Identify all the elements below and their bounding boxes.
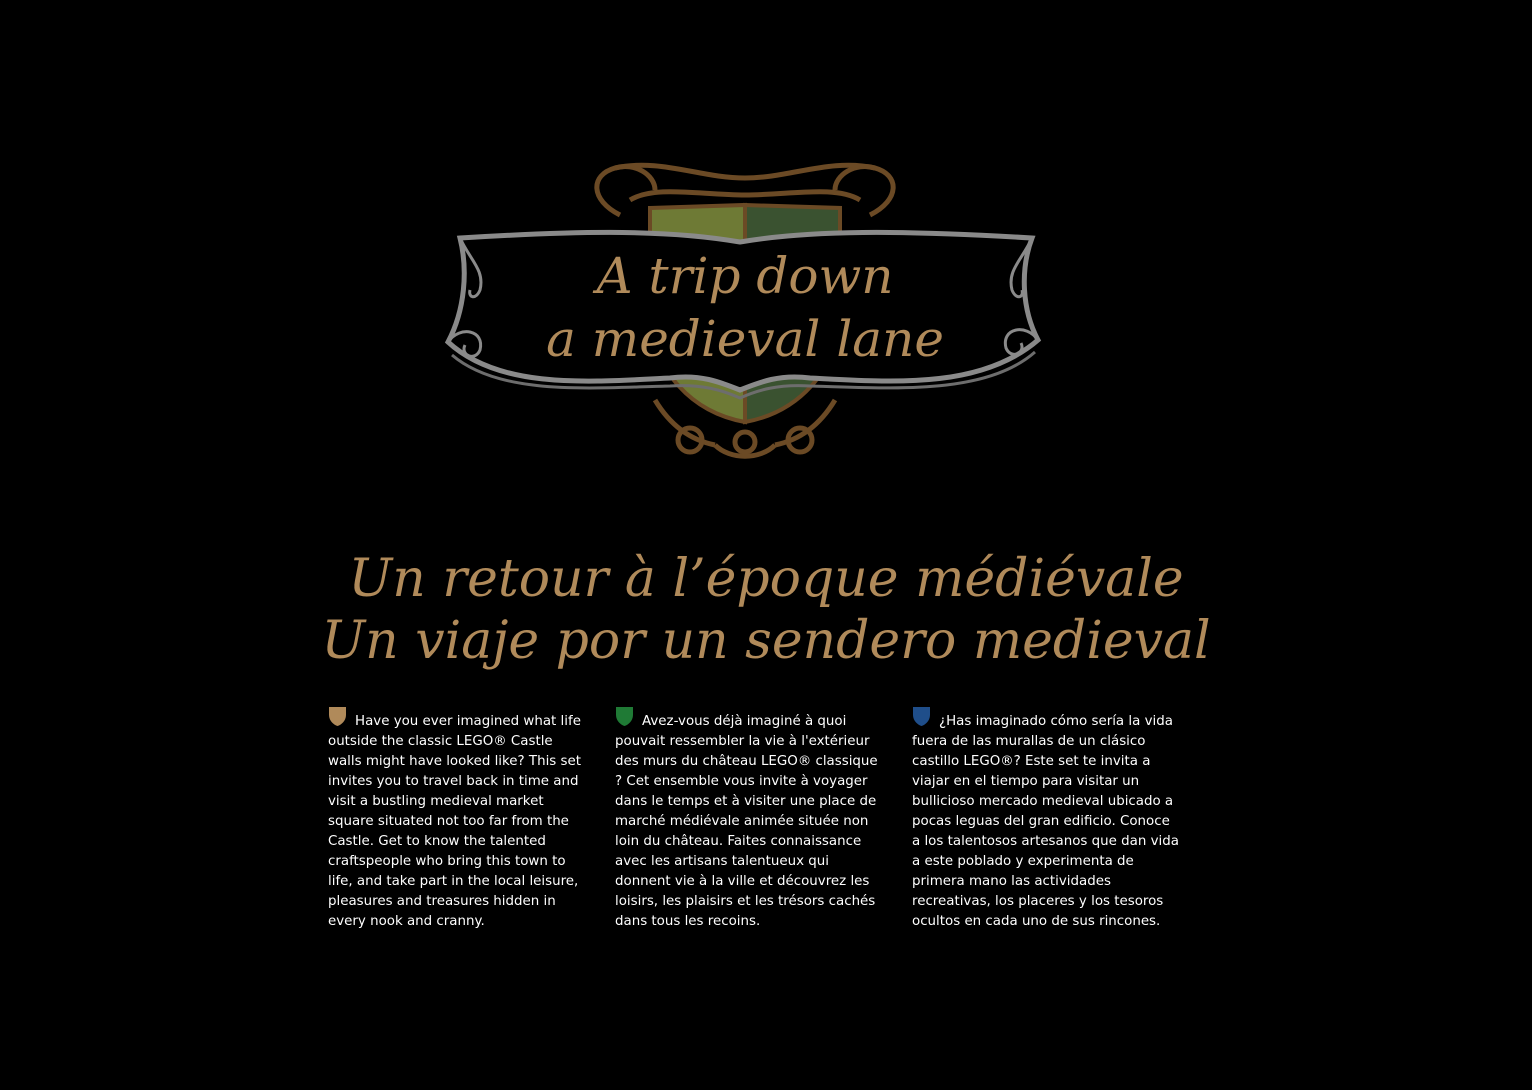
banner-title-line-1: A trip down <box>596 247 894 305</box>
subtitle-spanish: Un viaje por un sendero medieval <box>321 611 1211 671</box>
shield-icon <box>615 706 634 727</box>
paragraph-french-text: Avez-vous déjà imaginé à quoi pouvait ressembler la vie à l'extérieur des murs du château LEGO® classique ? Cet ensemble vous invite à voyager dans le temps et à visiter une place de marché médiévale animée située non loin du château. Faites connaissance avec les artisans talentueux qui donnent vie à la ville et découvrez les loisirs, les plaisirs et les trésors cachés dans tous les recoins. <box>615 714 878 929</box>
paragraph-english <box>328 700 584 932</box>
column-spanish <box>912 700 1182 932</box>
column-english <box>328 700 584 932</box>
paragraph-english-text: Have you ever imagined what life outside the classic LEGO® Castle walls might have looked like? This set invites you to travel back in time and visit a bustling medieval market square situated not too far from the Castle. Get to know the talented craftspeople who bring this town to life, and take part in the local leisure, pleasures and treasures hidden in every nook and cranny. <box>328 714 581 929</box>
subtitle-french: Un retour à l’époque médiévale <box>348 549 1184 609</box>
column-french <box>615 700 887 932</box>
paragraph-french <box>615 700 887 932</box>
banner-title-line-2: a medieval lane <box>546 310 944 368</box>
paragraph-spanish <box>912 700 1182 932</box>
shield-icon <box>328 706 347 727</box>
paragraph-spanish-text: ¿Has imaginado cómo sería la vida fuera de las murallas de un clásico castillo LEGO®? Este set te invita a viajar en el tiempo para visitar un bullicioso mercado medieval ubicado a pocas leguas del gran edificio. Conoce a los talentosos artesanos que dan vida a este poblado y experimenta de primera mano las actividades recreativas, los placeres y los tesoros ocultos en cada uno de sus rincones. <box>912 714 1179 929</box>
shield-icon <box>912 706 931 727</box>
